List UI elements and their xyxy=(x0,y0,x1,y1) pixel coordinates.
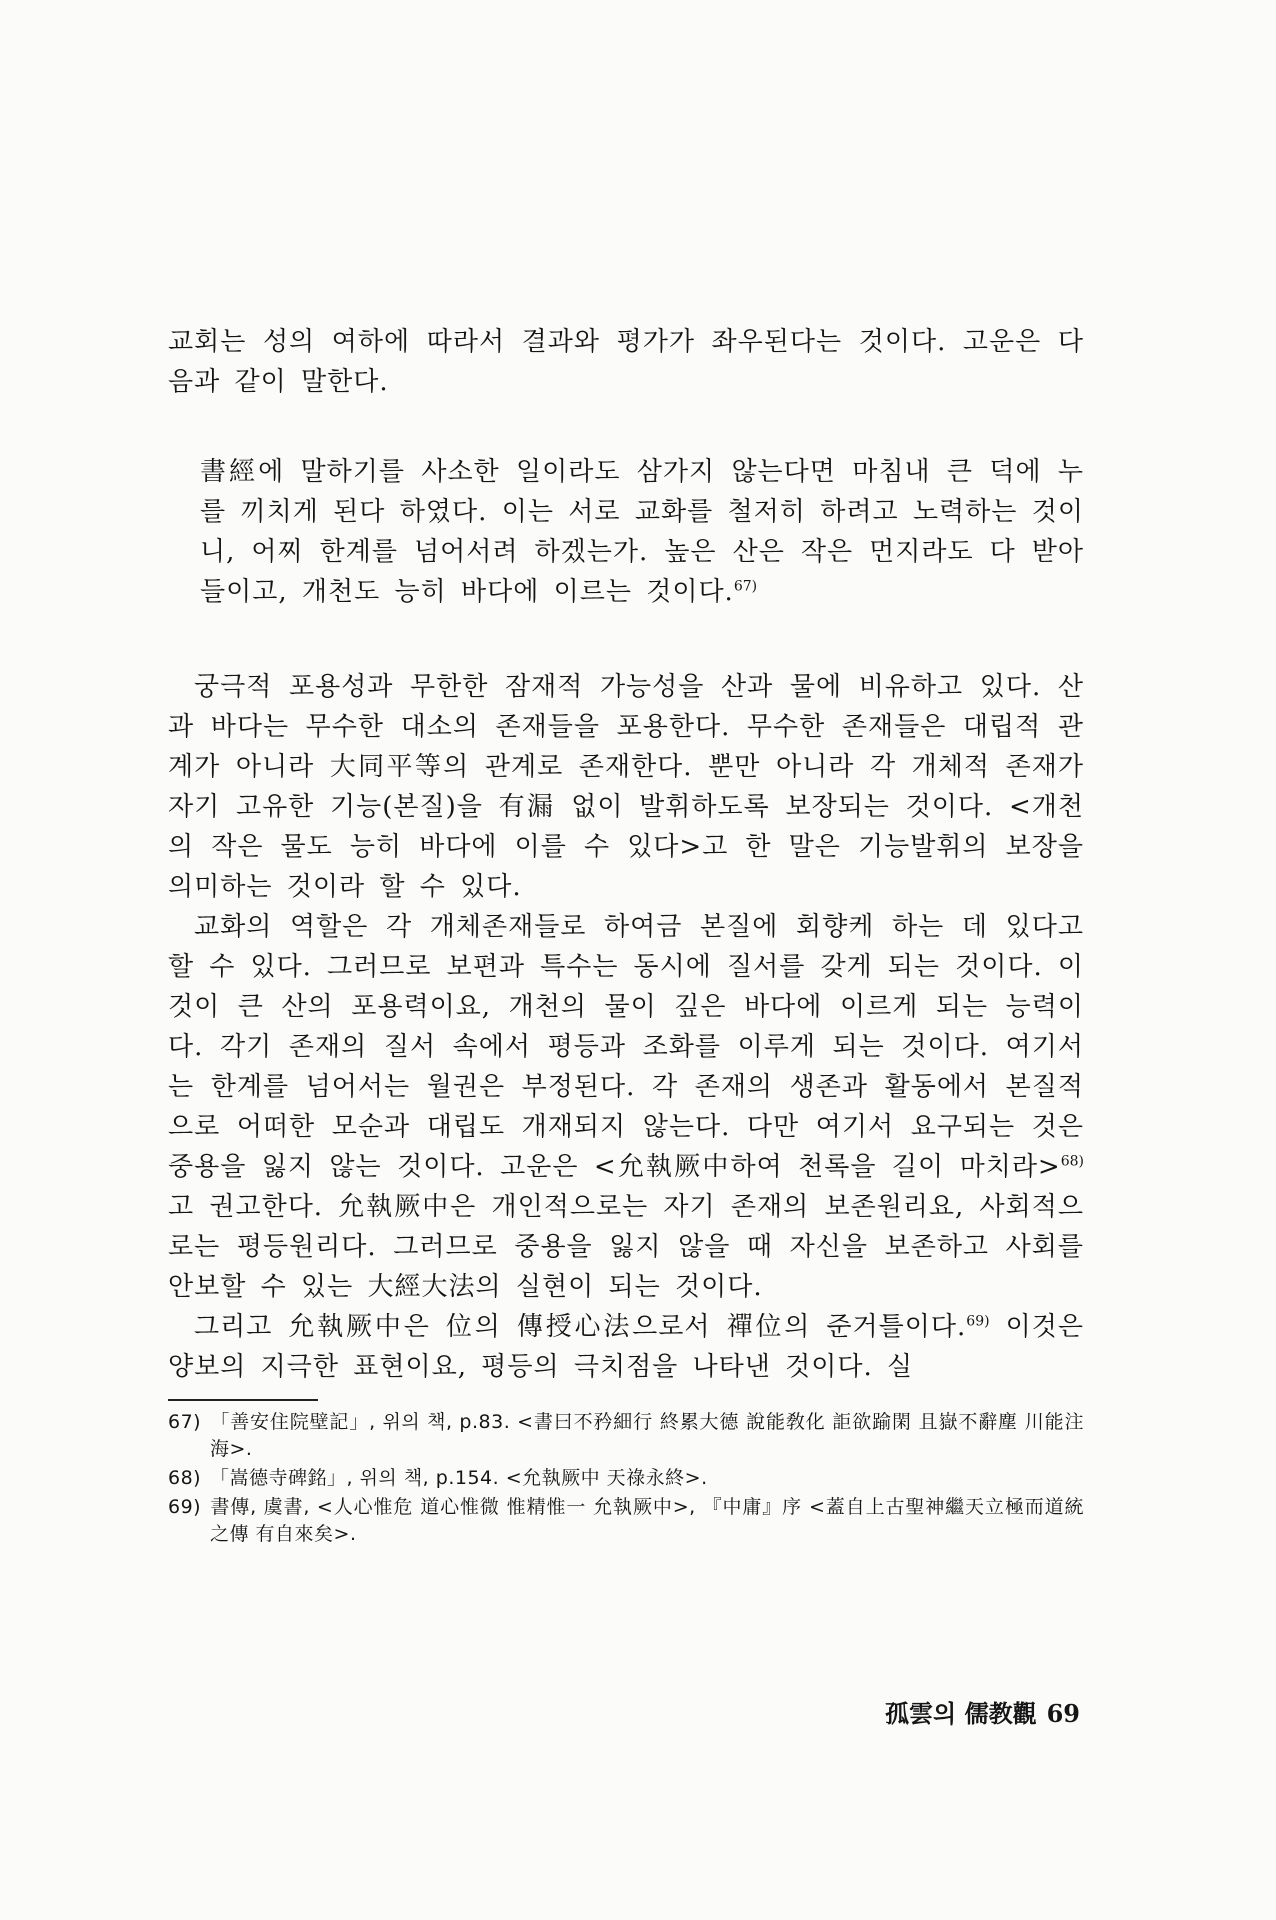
para3-text-before: 교화의 역할은 각 개체존재들로 하여금 본질에 회향케 하는 데 있다고 할 수 있다. 그러므로 보편과 특수는 동시에 질서를 갖게 되는 것이다. 이것이 큰 산의 포용력이요, 개천의 물이 깊은 바다에 이르게 되는 능력이다. 각기 존재의 질서 속에서 평등과 조화를 이루게 되는 것이다. 여기서는 한계를 넘어서는 월권은 부정된다. 각 존재의 생존과 활동에서 본질적으로 어떠한 모순과 대립도 개재되지 않는다. 다만 여기서 요구되는 것은 중용을 잃지 않는 것이다. 고운은 <允執厥中하여 천록을 길이 마치라> xyxy=(168,912,1084,1182)
page-content xyxy=(168,322,1084,1550)
footnote-number: 68) xyxy=(168,1467,202,1489)
para4-text-after: 이것은 양보의 지극한 표현이요, 평등의 극치점을 나타낸 것이다. 실 xyxy=(168,1312,1084,1382)
running-footer xyxy=(790,1694,1080,1729)
body-paragraph-4 xyxy=(168,1307,1084,1387)
body-paragraph-1: 교회는 성의 여하에 따라서 결과와 평가가 좌우된다는 것이다. 고운은 다음과 같이 말한다. xyxy=(168,327,1084,397)
footnote-text: 「善安住院壁記」, 위의 책, p.83. <書曰不矜細行 終累大德 說能敎化 詎欲踰閑 且嶽不辭塵 川能注海>. xyxy=(210,1411,1084,1460)
footnote-text: 書傳, 虞書, <人心惟危 道心惟微 惟精惟一 允執厥中>, 『中庸』序 <蓋自上古聖神繼天立極而道統之傳 有自來矣>. xyxy=(210,1496,1084,1545)
footnote-number: 67) xyxy=(168,1411,202,1433)
footnote-ref-69: 69) xyxy=(966,1313,990,1330)
footnote-number: 69) xyxy=(168,1496,202,1518)
footnote-ref-67: 67) xyxy=(733,578,758,595)
para4-text-before: 그리고 允執厥中은 位의 傳授心法으로서 禪位의 준거틀이다. xyxy=(194,1312,967,1342)
footnote-68 xyxy=(168,1465,1084,1492)
para3-text-after: 고 권고한다. 允執厥中은 개인적으로는 자기 존재의 보존원리요, 사회적으로는 평등원리다. 그러므로 중용을 잃지 않을 때 자신을 보존하고 사회를 안보할 수 있는 大經大法의 실현이 되는 것이다. xyxy=(168,1192,1084,1302)
body-paragraph-3 xyxy=(168,907,1084,1307)
quotation-text: 書經에 말하기를 사소한 일이라도 삼가지 않는다면 마침내 큰 덕에 누를 끼치게 된다 하였다. 이는 서로 교화를 철저히 하려고 노력하는 것이니, 어찌 한계를 넘어서려 하겠는가. 높은 산은 작은 먼지라도 다 받아들이고, 개천도 능히 바다에 이르는 것이다. xyxy=(200,457,1084,607)
footnote-ref-68: 68) xyxy=(1060,1153,1084,1170)
body-paragraph-2: 궁극적 포용성과 무한한 잠재적 가능성을 산과 물에 비유하고 있다. 산과 바다는 무수한 대소의 존재들을 포용한다. 무수한 존재들은 대립적 관계가 아니라 大同平等의 관계로 존재한다. 뿐만 아니라 각 개체적 존재가 자기 고유한 기능(본질)을 有漏 없이 발휘하도록 보장되는 것이다. <개천의 작은 물도 능히 바다에 이를 수 있다>고 한 말은 기능발휘의 보장을 의미하는 것이라 할 수 있다. xyxy=(168,672,1084,902)
footnote-separator xyxy=(168,1399,318,1401)
page-number: 69 xyxy=(1046,1699,1080,1728)
running-title: 孤雲의 儒教觀 xyxy=(885,1699,1037,1728)
footnote-67 xyxy=(168,1409,1084,1463)
footnote-69 xyxy=(168,1494,1084,1548)
block-quotation xyxy=(200,452,1084,612)
footnote-text: 「嵩德寺碑銘」, 위의 책, p.154. <允執厥中 天祿永終>. xyxy=(210,1467,708,1489)
